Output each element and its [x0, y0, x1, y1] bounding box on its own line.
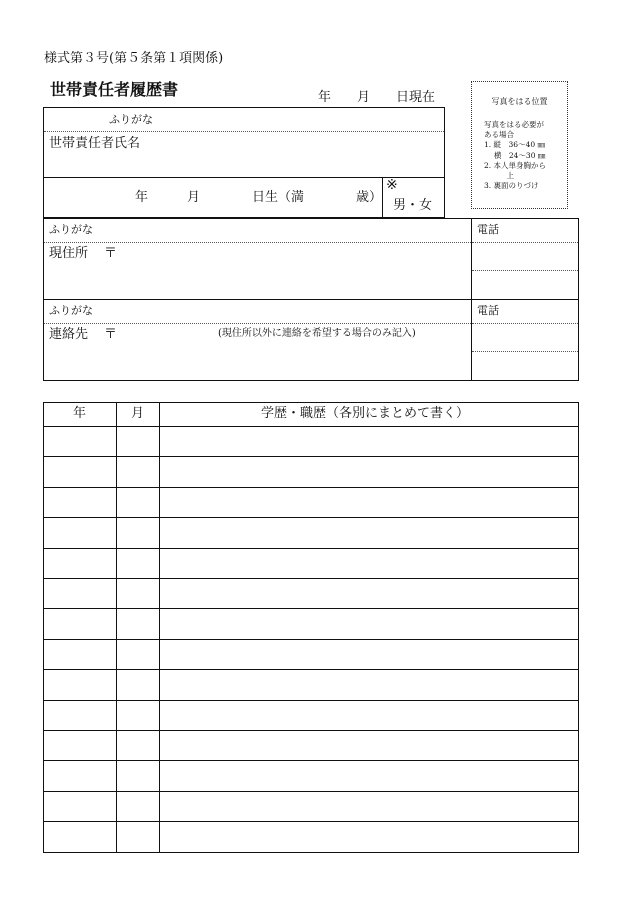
applicant-name-field[interactable] [160, 132, 444, 177]
history-row-month[interactable] [117, 523, 159, 545]
history-row-detail[interactable] [160, 797, 578, 819]
history-row-detail[interactable] [160, 493, 578, 515]
date-as-of: 年 月 日現在 [318, 90, 436, 105]
history-row-month[interactable] [117, 827, 159, 849]
note-mark: ※ [386, 177, 398, 193]
history-col-month: 月 [131, 406, 145, 421]
history-row-detail[interactable] [160, 736, 578, 758]
history-row-year[interactable] [44, 645, 116, 667]
history-row-month[interactable] [117, 645, 159, 667]
history-row-month[interactable] [117, 493, 159, 515]
history-row[interactable] [44, 669, 578, 699]
history-row-month[interactable] [117, 432, 159, 454]
contact-phone-field[interactable] [472, 324, 578, 380]
history-row[interactable] [44, 639, 578, 669]
history-col-year: 年 [73, 406, 87, 421]
history-row[interactable] [44, 426, 578, 456]
history-row-month[interactable] [117, 675, 159, 697]
history-row-month[interactable] [117, 584, 159, 606]
history-row-year[interactable] [44, 462, 116, 484]
contact-label: 連絡先 [49, 327, 89, 342]
contact-field[interactable] [120, 342, 470, 380]
photo-area[interactable] [471, 81, 568, 209]
history-row[interactable] [44, 608, 578, 638]
history-row-year[interactable] [44, 827, 116, 849]
history-row-month[interactable] [117, 614, 159, 636]
history-row[interactable] [44, 548, 578, 578]
address-field[interactable] [120, 243, 470, 299]
history-row-detail[interactable] [160, 706, 578, 728]
history-row-detail[interactable] [160, 554, 578, 576]
contact-postal-mark: 〒 [104, 327, 118, 342]
history-row[interactable] [44, 517, 578, 547]
history-row[interactable] [44, 487, 578, 517]
history-row[interactable] [44, 700, 578, 730]
address-label: 現住所 [49, 246, 89, 261]
history-row-year[interactable] [44, 493, 116, 515]
history-row-detail[interactable] [160, 523, 578, 545]
document-title: 世帯責任者履歴書 [50, 80, 179, 99]
address-phone-field[interactable] [472, 243, 578, 299]
history-row-year[interactable] [44, 766, 116, 788]
applicant-name-label: 世帯責任者氏名 [49, 136, 141, 151]
history-row-detail[interactable] [160, 675, 578, 697]
address-phone-label: 電話 [477, 223, 499, 236]
history-row-detail[interactable] [160, 645, 578, 667]
history-row-year[interactable] [44, 523, 116, 545]
gender-select[interactable]: 男・女 [393, 198, 433, 213]
history-row-detail[interactable] [160, 827, 578, 849]
history-row-detail[interactable] [160, 584, 578, 606]
address-postal-mark: 〒 [104, 246, 118, 261]
photo-area-title: 写真をはる位置 [491, 97, 548, 106]
history-row-year[interactable] [44, 432, 116, 454]
history-row-year[interactable] [44, 584, 116, 606]
history-row-detail[interactable] [160, 462, 578, 484]
history-row[interactable] [44, 821, 578, 851]
history-row-month[interactable] [117, 797, 159, 819]
contact-furigana-label: ふりがな [49, 304, 93, 317]
history-row-year[interactable] [44, 614, 116, 636]
birth-date-line: 年 月 日生（満 歳） [135, 190, 383, 205]
history-row-month[interactable] [117, 462, 159, 484]
history-row-month[interactable] [117, 736, 159, 758]
history-row[interactable] [44, 730, 578, 760]
history-row-month[interactable] [117, 554, 159, 576]
history-row-year[interactable] [44, 797, 116, 819]
history-row[interactable] [44, 760, 578, 790]
history-row[interactable] [44, 578, 578, 608]
history-row[interactable] [44, 791, 578, 821]
history-row[interactable] [44, 456, 578, 486]
history-row-detail[interactable] [160, 766, 578, 788]
contact-note: (現住所以外に連絡を希望する場合のみ記入) [218, 328, 416, 339]
history-row-year[interactable] [44, 554, 116, 576]
history-row-detail[interactable] [160, 614, 578, 636]
address-furigana-label: ふりがな [49, 223, 93, 236]
history-row-year[interactable] [44, 736, 116, 758]
history-col-detail: 学歴・職歴（各別にまとめて書く） [261, 406, 470, 421]
name-furigana-label: ふりがな [109, 113, 153, 126]
form-number: 様式第３号(第５条第１項関係) [44, 51, 224, 66]
history-row-month[interactable] [117, 766, 159, 788]
history-row-year[interactable] [44, 706, 116, 728]
photo-area-note: 写真をはる必要が ある場合 1. 縦 36〜40 ㎜ 横 24〜30 ㎜ 2. 本人単身胸から 上 3. 裏面のりづけ [484, 120, 547, 191]
history-row-detail[interactable] [160, 432, 578, 454]
history-row-year[interactable] [44, 675, 116, 697]
contact-phone-label: 電話 [477, 304, 499, 317]
birth-date-field[interactable] [44, 178, 381, 217]
history-row-month[interactable] [117, 706, 159, 728]
